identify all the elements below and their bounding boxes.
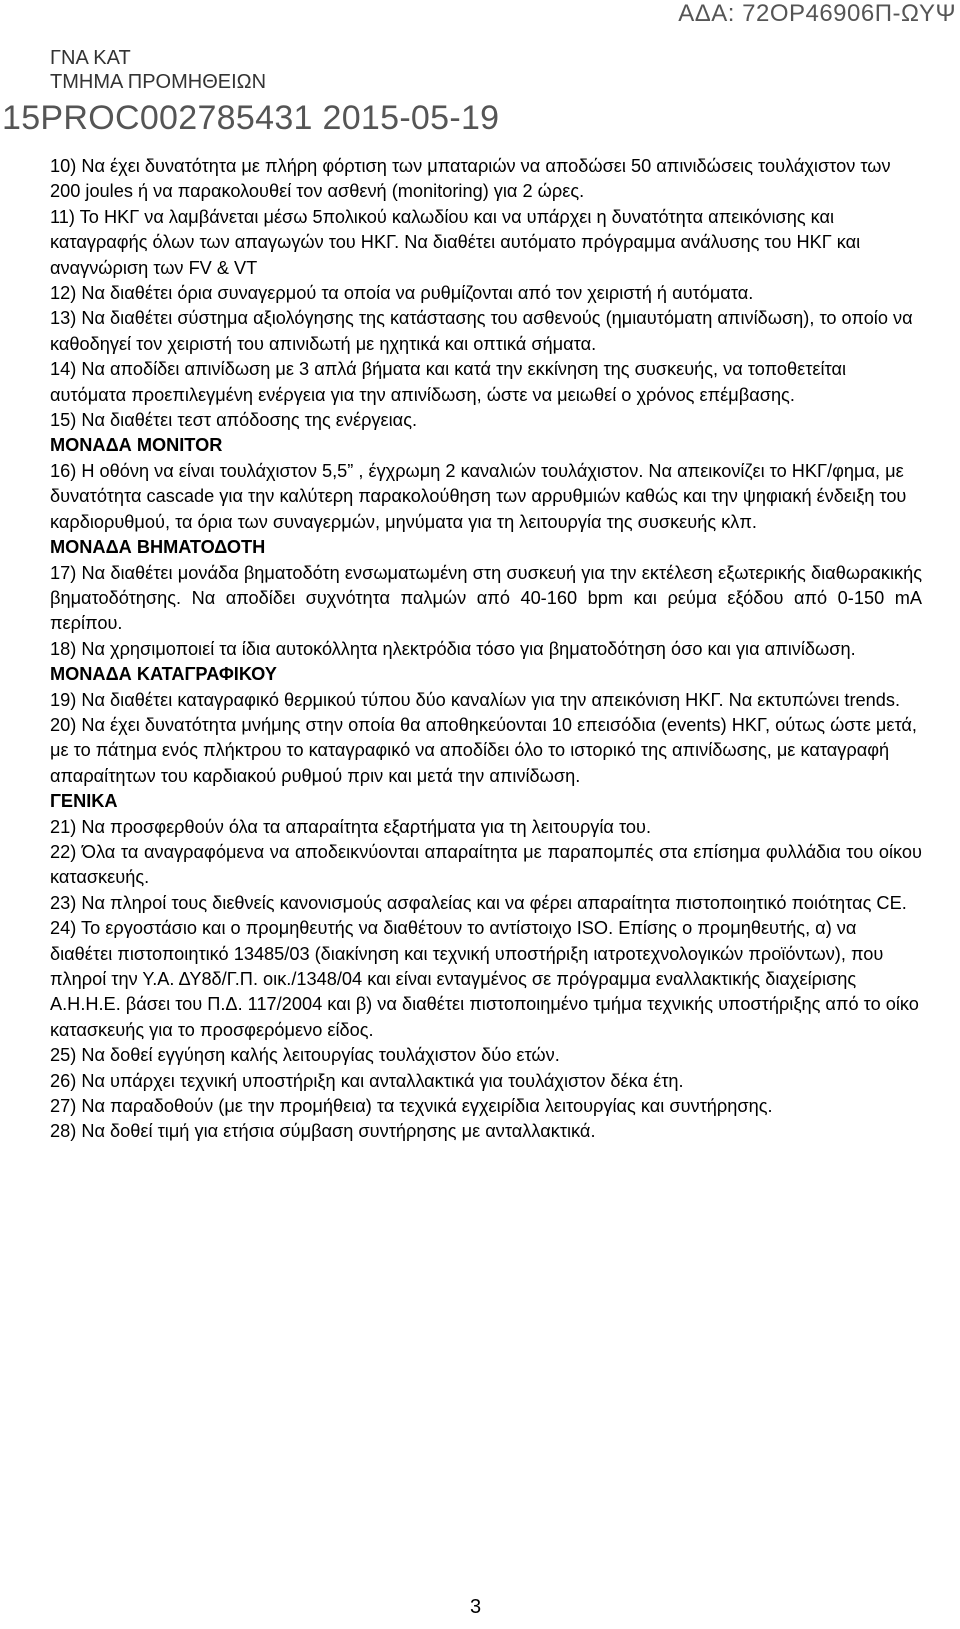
item-27: 27) Να παραδοθούν (με την προμήθεια) τα τεχνικά εγχειρίδια λειτουργίας και συντήρησης. [50,1096,773,1117]
item-10: 10) Να έχει δυνατότητα με πλήρη φόρτιση των μπαταριών να αποδώσει 50 απινιδώσεις τουλάχιστον των 200 joules ή να παρακολουθεί τον ασθενή (monitoring) για 2 ώρες. [50,156,891,202]
item-12: 12) Να διαθέτει όρια συναγερμού τα οποία να ρυθμίζονται από τον χειριστή ή αυτόματα. [50,283,754,304]
item-26: 26) Να υπάρχει τεχνική υποστήριξη και ανταλλακτικά για τουλάχιστον δέκα έτη. [50,1070,684,1091]
item-28: 28) Να δοθεί τιμή για ετήσια σύμβαση συντήρησης με ανταλλακτικά. [50,1121,596,1142]
item-21: 21) Να προσφερθούν όλα τα απαραίτητα εξαρτήματα για τη λειτουργία του. [50,816,652,837]
document-body [50,154,922,1145]
item-18: 18) Να χρησιμοποιεί τα ίδια αυτοκόλλητα ηλεκτρόδια τόσο για βηματοδότηση όσο και για απινίδωση. [50,638,856,659]
section-heading-monitor: ΜΟΝΑΔΑ MONITOR [50,435,223,456]
item-16: 16) Η οθόνη να είναι τουλάχιστον 5,5” , έγχρωμη 2 καναλιών τουλάχιστον. Να απεικονίζει το ΗΚΓ/φημα, με δυνατότητα cascade για την καλύτερη παρακολούθηση των αρρυθμιών καθώς και την ψηφιακή ένδειξη του καρδιορυθμού, τα όρια των συναγερμών, μηνύματα για τη λειτουργία της συσκευής κλπ. [50,460,907,532]
item-23: 23) Να πληροί τους διεθνείς κανονισμούς ασφαλείας και να φέρει απαραίτητα πιστοποιητικό ποιότητας CE. [50,892,907,913]
item-22: 22) Όλα τα αναγραφόμενα να αποδεικνύονται απαραίτητα με παραπομπές στα επίσημα φυλλάδια του οίκου κατασκευής. [50,841,922,888]
item-20: 20) Να έχει δυνατότητα μνήμης στην οποία θα αποθηκεύονται 10 επεισόδια (events) ΗΚΓ, ούτως ώστε μετά, με το πάτημα ενός πλήκτρου το καταγραφικό να αποδίδει όλο το ιστορικό της απινίδωσης, με καταγραφή απαραίτητων του καρδιακού ρυθμού πριν και μετά την απινίδωση. [50,714,917,786]
ada-code: ΑΔΑ: 72ΟΡ46906Π-ΩΥΨ [678,0,956,27]
hospital-name: ΓΝΑ ΚΑΤ [50,47,131,69]
section-heading-general: ΓΕΝΙΚΑ [50,791,118,812]
item-11: 11) Το ΗΚΓ να λαμβάνεται μέσω 5πολικού καλωδίου και να υπάρχει η δυνατότητα απεικόνισης και καταγραφής όλων των απαγωγών του ΗΚΓ. Να διαθέτει αυτόματο πρόγραμμα ανάλυσης του ΗΚΓ και αναγνώριση των FV & VT [50,206,861,278]
item-13: 13) Να διαθέτει σύστημα αξιολόγησης της κατάστασης του ασθενούς (ημιαυτόματη απινίδωση), το οποίο να καθοδηγεί τον χειριστή του απινιδωτή με ηχητικά και οπτικά σήματα. [50,308,913,354]
department-name: ΤΜΗΜΑ ΠΡΟΜΗΘΕΙΩΝ [50,71,267,93]
item-25: 25) Να δοθεί εγγύηση καλής λειτουργίας τουλάχιστον δύο ετών. [50,1045,560,1066]
section-heading-recorder: ΜΟΝΑΔΑ ΚΑΤΑΓΡΑΦΙΚΟΥ [50,664,277,685]
item-24: 24) Το εργοστάσιο και ο προμηθευτής να διαθέτουν το αντίστοιχο ISO. Επίσης ο προμηθευτής, α) να διαθέτει πιστοποιητικό 13485/03 (διακίνηση και τεχνική υποστήριξη ιατροτεχνολογικών προϊόντων), που πληροί την Υ.Α. ΔΥ8δ/Γ.Π. οικ./1348/04 και είναι ενταγμένος σε πρόγραμμα εναλλακτικής διαχείρισης Α.Η.Η.Ε. βάσει του Π.Δ. 117/2004 και β) να διαθέτει πιστοποιημένο τμήμα τεχνικής υποστήριξης από το οίκο κατασκευής για το προσφερόμενο είδος. [50,918,919,1040]
procurement-code: 15PROC002785431 2015-05-19 [2,99,500,137]
item-19: 19) Να διαθέτει καταγραφικό θερμικού τύπου δύο καναλίων για την απεικόνιση ΗΚΓ. Να εκτυπώνει trends. [50,689,900,710]
section-heading-pacer: ΜΟΝΑΔΑ ΒΗΜΑΤΟΔΟΤΗ [50,537,266,558]
item-17: 17) Να διαθέτει μονάδα βηματοδότη ενσωματωμένη στη συσκευή για την εκτέλεση εξωτερικής διαθωρακικής βηματοδότησης. Να αποδίδει συχνότητα παλμών από 40-160 bpm και ρεύμα εξόδου από 0-150 mA περίπου. [50,562,922,634]
item-15: 15) Να διαθέτει τεστ απόδοσης της ενέργειας. [50,410,418,431]
item-14: 14) Να αποδίδει απινίδωση με 3 απλά βήματα και κατά την εκκίνηση της συσκευής, να τοποθετείται αυτόματα προεπιλεγμένη ενέργεια για την απινίδωση, ώστε να μειωθεί ο χρόνος επέμβασης. [50,359,847,405]
page-number: 3 [470,1596,482,1618]
